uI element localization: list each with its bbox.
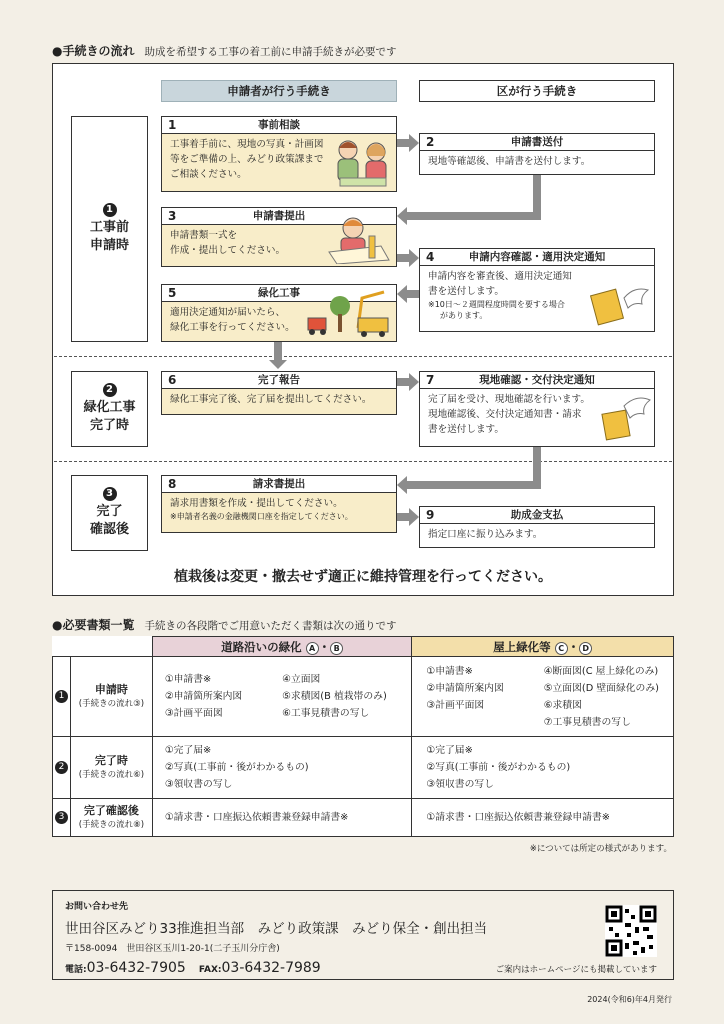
category-roadside: 道路沿いの緑化 A ・ B: [152, 637, 412, 657]
flow-arrow: [407, 290, 419, 298]
contact-department: 世田谷区みどり33推進担当部 みどり政策課 みどり保全・創出担当: [65, 921, 488, 937]
flow-arrow: [407, 212, 541, 220]
flow-arrow: [533, 447, 541, 485]
flow-arrow: [274, 342, 282, 360]
documents-footnote: ※については所定の様式があります。: [529, 844, 672, 854]
issue-date: 2024(令和6)年4月発行: [587, 995, 672, 1004]
documents-section-title: ●必要書類一覧 手続きの各段階でご用意いただく書類は次の通りです: [52, 618, 397, 632]
qr-code-icon[interactable]: [605, 905, 657, 957]
flow-arrow: [397, 139, 409, 147]
phase-divider: [54, 356, 672, 357]
step-9-payment: 9 助成金支払 指定口座に振り込みます。: [419, 506, 655, 548]
step-5-greening-work: 5 緑化工事 適用決定通知が届いたら、 緑化工事を行ってください。: [161, 284, 397, 342]
contact-label: お問い合わせ先: [65, 902, 129, 912]
documents-subtitle: 手続きの各段階でご用意いただく書類は次の通りです: [144, 620, 397, 632]
step-8-submit-invoice: 8 請求書提出 請求用書類を作成・提出してください。 ※申請者名義の金融機関口座を指定してください。: [161, 475, 397, 533]
documents-table: [52, 636, 674, 837]
flow-arrow: [397, 254, 409, 262]
contact-address: 〒158-0094 世田谷区玉川1-20-1(二子玉川分庁舎): [65, 944, 280, 954]
maintenance-notice: 植栽後は変更・撤去せず適正に維持管理を行ってください。: [174, 569, 552, 585]
envelope-bird-icon: [598, 392, 654, 444]
flow-arrow: [533, 175, 541, 217]
phase-pre-application: 1 工事前 申請時: [71, 116, 148, 342]
applicant-header: 申請者が行う手続き: [161, 80, 397, 102]
step-6-completion-report: 6 完了報告 緑化工事完了後、完了届を提出してください。: [161, 371, 397, 415]
web-note: ご案内はホームページにも掲載しています: [495, 965, 657, 975]
table-row: 3 完了確認後 (手続きの流れ⑧) ①請求書・口座振込依頼書兼登録申請書※ ①請求書・口座振込依頼書兼登録申請書※: [53, 799, 674, 837]
step-1-consultation: 1 事前相談 工事着手前に、現地の写真・計画図 等をご準備の上、みどり政策課まで ご相談ください。: [161, 116, 397, 192]
fax-number: 03-6432-7989: [221, 960, 321, 976]
step-2-send-application: 2 申請書送付 現地等確認後、申請書を送付します。: [419, 133, 655, 175]
contact-phone-line: 電話:03-6432-7905 FAX:03-6432-7989: [65, 960, 321, 976]
ward-header: 区が行う手続き: [419, 80, 655, 102]
step-3-submit-application: 3 申請書提出 申請書類一式を 作成・提出してください。: [161, 207, 397, 267]
flow-arrow: [397, 378, 409, 386]
step-7-site-check: 7 現地確認・交付決定通知 完了届を受け、現地確認を行います。 現地確認後、交付決定通知書・請求 書を送付します。: [419, 371, 655, 447]
procedure-subtitle: 助成を希望する工事の着工前に申請手続きが必要です: [144, 46, 397, 58]
contact-box: [52, 890, 674, 980]
flow-arrow: [407, 481, 541, 489]
construction-illustration: [300, 288, 394, 340]
step-4-review-notice: 4 申請内容確認・適用決定通知 申請内容を審査後、適用決定通知 書を送付します。 ※10日～２週間程度時間を要する場合 があります。: [419, 248, 655, 332]
phone-number[interactable]: 03-6432-7905: [86, 960, 186, 976]
table-row: 2 完了時 (手続きの流れ⑥) ①完了届※ ②写真(工事前・後がわかるもの) ③領収書の写し ①完了届※ ②写真(工事前・後がわかるもの) ③領収書の写し: [53, 737, 674, 799]
flow-arrow: [397, 513, 409, 521]
writing-illustration: [325, 212, 393, 264]
envelope-bird-icon: [590, 278, 652, 326]
procedure-section-title: ●手続きの流れ 助成を希望する工事の着工前に申請手続きが必要です: [52, 44, 397, 58]
phase-work-complete: 2 緑化工事 完了時: [71, 371, 148, 447]
phase-after-confirmation: 3 完了 確認後: [71, 475, 148, 551]
consultation-illustration: [332, 136, 394, 190]
table-row: 1 申請時 (手続きの流れ③) ①申請書※ ④立面図 ②申請箇所案内図 ⑤求積図(B 植栽帯のみ) ③計画平面図 ⑥工事見積書の写し ①申請書※ ④断面図(C 屋上緑化のみ) ②申請箇所案内図 ⑤立面図(D 壁面緑化のみ) ③計画平面図 ⑥求積図 ⑦工事見積書の写し: [53, 657, 674, 737]
phase-divider: [54, 461, 672, 462]
category-rooftop: 屋上緑化等 C ・ D: [412, 637, 674, 657]
